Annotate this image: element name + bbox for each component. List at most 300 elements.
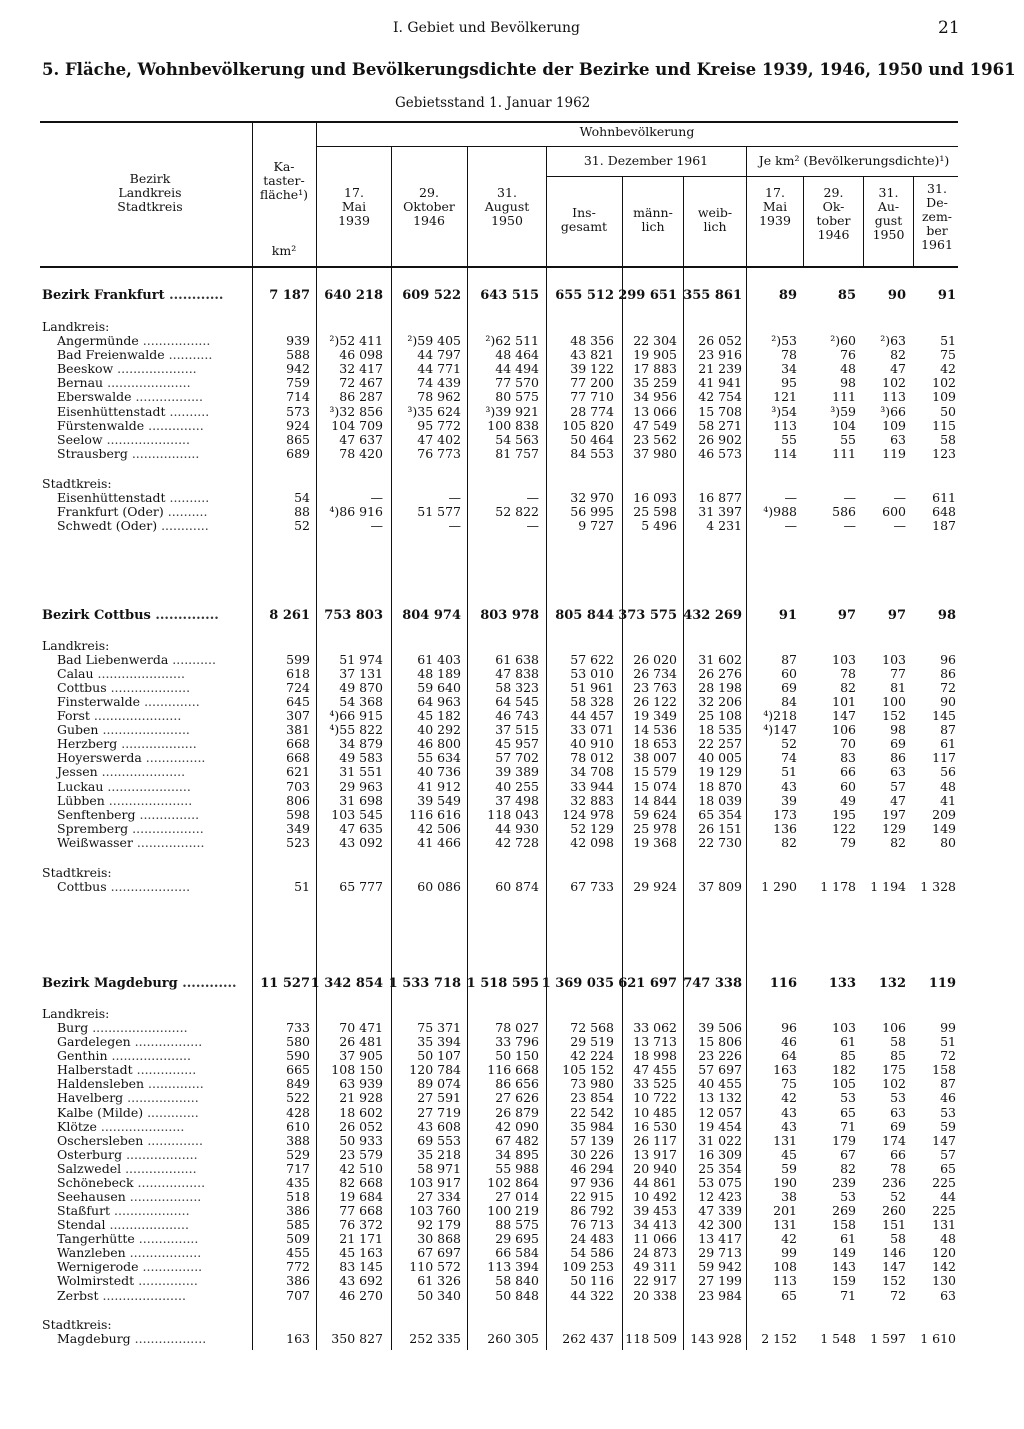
dot-leader: ................. (131, 389, 203, 404)
cell-density-1946: 55 (840, 432, 856, 447)
cell-density-1946: 1 548 (820, 1331, 856, 1346)
cell-pop-1950: 33 796 (495, 1034, 539, 1049)
cell-female-1961: 59 942 (698, 1259, 742, 1274)
dot-leader: ............... (135, 807, 200, 822)
cell-female-1961: 12 057 (698, 1105, 742, 1120)
cell-pop-1939: 23 579 (339, 1147, 383, 1162)
cell-pop-1950: 100 838 (487, 418, 539, 433)
cell-density-1961: 99 (940, 1020, 956, 1035)
cell-density-1946: 111 (832, 389, 856, 404)
group-label (42, 639, 109, 653)
header-col-pop-1939: 17. Mai 1939 (338, 185, 370, 228)
district-name (57, 822, 204, 836)
cell-female-1961: 19 129 (698, 764, 742, 779)
cell-total-1961: 50 464 (570, 432, 614, 447)
cell-density-1950: 106 (882, 1020, 906, 1035)
district-name (57, 653, 216, 667)
cell-male-1961: 14 844 (633, 793, 677, 808)
cell-pop-1950: 60 874 (495, 879, 539, 894)
district-name (57, 709, 181, 723)
dot-leader: ............... (141, 750, 206, 765)
cell-pop-1939: 34 879 (339, 736, 383, 751)
cell-density-1946: 82 (840, 680, 856, 695)
cell-density-1939: 136 (773, 821, 797, 836)
cell-total-1961: 29 519 (570, 1034, 614, 1049)
cell-pop-1946: 58 971 (417, 1161, 461, 1176)
cell-area: 714 (286, 389, 310, 404)
row-label: Kalbe (Milde) (57, 1105, 144, 1120)
cell-density-1939: 38 (781, 1189, 797, 1204)
cell-density-1950: 97 (887, 608, 906, 623)
dot-leader: .................. (128, 821, 204, 836)
cell-total-1961: 72 568 (570, 1020, 614, 1035)
cell-male-1961: 33 525 (633, 1076, 677, 1091)
cell-area: 523 (286, 835, 310, 850)
cell-density-1950: 102 (882, 1076, 906, 1091)
cell-pop-1939: 42 510 (339, 1161, 383, 1176)
district-name (57, 723, 190, 737)
cell-male-1961: 25 978 (633, 821, 677, 836)
cell-total-1961: 39 122 (570, 361, 614, 376)
cell-total-1961: 52 129 (570, 821, 614, 836)
cell-area: 580 (286, 1034, 310, 1049)
cell-total-1961: 58 328 (570, 694, 614, 709)
cell-area: 509 (286, 1231, 310, 1246)
cell-female-1961: 23 916 (698, 347, 742, 362)
cell-density-1961: 87 (940, 1076, 956, 1091)
row-label: Gardelegen (57, 1034, 131, 1049)
table-row (0, 794, 1024, 808)
cell-pop-1939: 76 372 (339, 1217, 383, 1232)
cell-total-1961: 124 978 (562, 807, 614, 822)
dot-leader: .................... (105, 1217, 189, 1232)
district-name (57, 695, 200, 709)
cell-pop-1950: 29 695 (495, 1231, 539, 1246)
cell-pop-1939: 65 777 (339, 879, 383, 894)
cell-area: 163 (286, 1331, 310, 1346)
cell-male-1961: 29 924 (633, 879, 677, 894)
cell-density-1961: 142 (932, 1259, 956, 1274)
cell-pop-1939: 77 668 (339, 1203, 383, 1218)
district-name (57, 765, 185, 779)
cell-female-1961: 25 354 (698, 1161, 742, 1176)
header-col-density-1950: 31. Au- gust 1950 (872, 185, 905, 242)
cell-total-1961: 51 961 (570, 680, 614, 695)
cell-area: 529 (286, 1147, 310, 1162)
cell-density-1961: 61 (940, 736, 956, 751)
table-row (0, 1162, 1024, 1176)
cell-area: 610 (286, 1119, 310, 1134)
cell-pop-1946: 51 577 (417, 504, 461, 519)
cell-pop-1946: 64 963 (417, 694, 461, 709)
cell-female-1961: 42 754 (698, 389, 742, 404)
cell-female-1961: 25 108 (698, 708, 742, 723)
cell-male-1961: 16 093 (633, 490, 677, 505)
district-row (0, 609, 1024, 623)
row-label: Bezirk Cottbus (42, 608, 151, 623)
district-name (57, 1274, 198, 1288)
cell-female-1961: 21 239 (698, 361, 742, 376)
cell-pop-1950: 54 563 (495, 432, 539, 447)
cell-density-1946: 149 (832, 1245, 856, 1260)
cell-density-1946: 104 (832, 418, 856, 433)
cell-pop-1939: 43 692 (339, 1273, 383, 1288)
cell-density-1939: 74 (781, 750, 797, 765)
district-name (57, 1232, 198, 1246)
dot-leader: .................. (125, 1189, 202, 1204)
cell-female-1961: 355 861 (683, 288, 742, 303)
row-label: Stadtkreis: (42, 476, 112, 491)
cell-density-1950: — (893, 490, 906, 505)
table-row (0, 1091, 1024, 1105)
cell-male-1961: 15 074 (633, 779, 677, 794)
cell-pop-1939: 63 939 (339, 1076, 383, 1091)
cell-area: 733 (286, 1020, 310, 1035)
cell-male-1961: 13 066 (633, 404, 677, 419)
cell-pop-1939: 72 467 (339, 375, 383, 390)
district-name (57, 1148, 198, 1162)
cell-pop-1950: 44 930 (495, 821, 539, 836)
district-name (57, 390, 203, 404)
cell-density-1939: 95 (781, 375, 797, 390)
cell-density-1939: 1 290 (761, 879, 797, 894)
cell-density-1946: 53 (840, 1090, 856, 1105)
cell-male-1961: 15 579 (633, 764, 677, 779)
row-label: Stendal (57, 1217, 106, 1232)
cell-pop-1950: 100 219 (487, 1203, 539, 1218)
cell-female-1961: 41 941 (698, 375, 742, 390)
cell-density-1939: 108 (773, 1259, 797, 1274)
table-row (0, 447, 1024, 461)
cell-total-1961: 33 944 (570, 779, 614, 794)
dot-leader: ...................... (93, 666, 185, 681)
cell-male-1961: 38 007 (633, 750, 677, 765)
cell-pop-1946: 804 974 (402, 608, 461, 623)
cell-male-1961: 20 940 (633, 1161, 677, 1176)
cell-area: 645 (286, 694, 310, 709)
district-name (57, 1218, 189, 1232)
cell-density-1946: 78 (840, 666, 856, 681)
dot-leader: ............. (143, 1105, 199, 1120)
cell-total-1961: 35 984 (570, 1119, 614, 1134)
cell-density-1939: ⁴)147 (763, 722, 797, 737)
cell-density-1961: 58 (940, 432, 956, 447)
cell-density-1946: 79 (840, 835, 856, 850)
table-row (0, 1260, 1024, 1274)
cell-total-1961: 34 708 (570, 764, 614, 779)
cell-density-1939: 43 (781, 1105, 797, 1120)
cell-total-1961: 57 139 (570, 1133, 614, 1148)
page-number: 21 (938, 18, 960, 38)
cell-female-1961: 26 276 (698, 666, 742, 681)
cell-density-1961: 187 (932, 518, 956, 533)
group-label (42, 1318, 112, 1332)
cell-pop-1939: 37 131 (339, 666, 383, 681)
table-row (0, 519, 1024, 533)
cell-pop-1950: 52 822 (495, 504, 539, 519)
cell-density-1961: 147 (932, 1133, 956, 1148)
cell-density-1961: 86 (940, 666, 956, 681)
row-label: Stadtkreis: (42, 1317, 112, 1332)
cell-area: 381 (286, 722, 310, 737)
cell-pop-1946: 69 553 (417, 1133, 461, 1148)
header-col-pop-1950: 31. August 1950 (484, 185, 530, 228)
cell-pop-1939: 26 481 (339, 1034, 383, 1049)
cell-male-1961: 13 917 (633, 1147, 677, 1162)
cell-density-1961: 225 (932, 1203, 956, 1218)
dot-leader: .............. (140, 694, 200, 709)
cell-area: 598 (286, 807, 310, 822)
cell-pop-1946: 27 334 (417, 1189, 461, 1204)
district-name (57, 1134, 203, 1148)
dot-leader: ...................... (89, 708, 182, 723)
table-row (0, 780, 1024, 794)
cell-female-1961: 40 005 (698, 750, 742, 765)
cell-male-1961: 5 496 (641, 518, 677, 533)
cell-density-1939: 42 (781, 1231, 797, 1246)
cell-density-1950: 90 (887, 288, 906, 303)
cell-density-1939: ²)53 (771, 333, 797, 348)
table-row (0, 765, 1024, 779)
cell-density-1946: 65 (840, 1105, 856, 1120)
cell-pop-1946: 47 402 (417, 432, 461, 447)
cell-density-1950: 98 (890, 722, 906, 737)
district-name (42, 609, 219, 623)
cell-density-1946: 82 (840, 1161, 856, 1176)
cell-total-1961: 9 727 (578, 518, 614, 533)
dot-leader: .................. (130, 1331, 207, 1346)
cell-density-1961: 149 (932, 821, 956, 836)
cell-density-1946: 182 (832, 1062, 856, 1077)
cell-pop-1950: 1 518 595 (466, 976, 539, 991)
cell-density-1950: 82 (890, 347, 906, 362)
header-divider (746, 146, 747, 266)
cell-pop-1950: 67 482 (495, 1133, 539, 1148)
cell-pop-1939: 46 098 (339, 347, 383, 362)
cell-pop-1939: 31 698 (339, 793, 383, 808)
cell-pop-1950: 113 394 (487, 1259, 539, 1274)
cell-pop-1950: 27 014 (495, 1189, 539, 1204)
cell-density-1946: 97 (837, 608, 856, 623)
dot-leader: .............. (144, 1076, 204, 1091)
district-name (57, 751, 205, 765)
cell-area: 668 (286, 750, 310, 765)
cell-male-1961: 59 624 (633, 807, 677, 822)
cell-density-1961: 158 (932, 1062, 956, 1077)
cell-pop-1950: 27 626 (495, 1090, 539, 1105)
cell-pop-1946: 252 335 (409, 1331, 461, 1346)
cell-density-1946: 83 (840, 750, 856, 765)
table-row (0, 1134, 1024, 1148)
cell-density-1950: 152 (882, 1273, 906, 1288)
district-name (57, 491, 209, 505)
cell-density-1950: 119 (882, 446, 906, 461)
table-title: 5. Fläche, Wohnbevölkerung und Bevölkerungsdichte der Bezirke und Kreise 1939, 1946, 1950 und 1961 (42, 60, 1016, 79)
cell-density-1961: 130 (932, 1273, 956, 1288)
cell-pop-1950: 88 575 (495, 1217, 539, 1232)
table-row (0, 1232, 1024, 1246)
dot-leader: ................. (132, 835, 205, 850)
cell-male-1961: 35 259 (633, 375, 677, 390)
cell-density-1946: 147 (832, 708, 856, 723)
row-label: Schwedt (Oder) (57, 518, 158, 533)
dot-leader: ............... (132, 1062, 197, 1077)
row-label: Landkreis: (42, 1006, 110, 1021)
cell-area: 11 527 (260, 976, 310, 991)
cell-total-1961: 97 936 (570, 1175, 614, 1190)
header-col-density-1946: 29. Ok- tober 1946 (816, 185, 851, 242)
cell-male-1961: 16 530 (633, 1119, 677, 1134)
cell-pop-1946: 59 640 (417, 680, 461, 695)
cell-density-1950: 1 194 (870, 879, 906, 894)
cell-density-1939: 190 (773, 1175, 797, 1190)
cell-total-1961: 67 733 (570, 879, 614, 894)
cell-male-1961: 11 066 (633, 1231, 677, 1246)
cell-area: 88 (294, 504, 310, 519)
cell-female-1961: 16 309 (698, 1147, 742, 1162)
table-row (0, 1274, 1024, 1288)
row-label: Beeskow (57, 361, 114, 376)
cell-density-1946: — (843, 518, 856, 533)
table-row (0, 1204, 1024, 1218)
header-divider (467, 146, 468, 266)
cell-area: 388 (286, 1133, 310, 1148)
cell-pop-1946: 27 719 (417, 1105, 461, 1120)
cell-pop-1946: 35 218 (417, 1147, 461, 1162)
cell-density-1950: 58 (890, 1231, 906, 1246)
cell-pop-1939: 78 420 (339, 446, 383, 461)
cell-density-1939: 59 (781, 1161, 797, 1176)
cell-density-1950: 52 (890, 1189, 906, 1204)
row-label: Bad Freienwalde (57, 347, 165, 362)
row-label: Osterburg (57, 1147, 123, 1162)
cell-density-1946: 269 (832, 1203, 856, 1218)
cell-density-1961: 65 (940, 1161, 956, 1176)
cell-density-1950: 47 (890, 361, 906, 376)
row-label: Lübben (57, 793, 105, 808)
cell-pop-1946: 75 371 (417, 1020, 461, 1035)
row-label: Staßfurt (57, 1203, 111, 1218)
cell-male-1961: 24 873 (633, 1245, 677, 1260)
dot-leader: .............. (144, 418, 204, 433)
dot-leader: .................... (107, 1048, 192, 1063)
cell-pop-1939: 46 270 (339, 1288, 383, 1303)
group-label (42, 1007, 109, 1021)
cell-density-1950: ³)66 (880, 404, 906, 419)
cell-male-1961: 18 653 (633, 736, 677, 751)
cell-pop-1939: ⁴)66 915 (329, 708, 383, 723)
dot-leader: ................. (133, 1175, 206, 1190)
row-label: Finsterwalde (57, 694, 141, 709)
cell-density-1961: 611 (932, 490, 956, 505)
cell-density-1946: ³)59 (830, 404, 856, 419)
district-name (57, 447, 199, 461)
table-row (0, 836, 1024, 850)
cell-area: 54 (294, 490, 310, 505)
dot-leader: ...................... (98, 722, 190, 737)
cell-density-1939: 43 (781, 779, 797, 794)
cell-density-1939: 69 (781, 680, 797, 695)
cell-density-1950: 63 (890, 432, 906, 447)
cell-density-1939: ³)54 (771, 404, 797, 419)
cell-female-1961: 13 132 (698, 1090, 742, 1105)
cell-pop-1946: 89 074 (417, 1076, 461, 1091)
dot-leader: .............. (150, 608, 219, 623)
cell-density-1961: 56 (940, 764, 956, 779)
cell-total-1961: 33 071 (570, 722, 614, 737)
table-row (0, 334, 1024, 348)
row-label: Fürstenwalde (57, 418, 145, 433)
dot-leader: .................. (123, 1090, 199, 1105)
cell-density-1950: 109 (882, 418, 906, 433)
cell-male-1961: 34 413 (633, 1217, 677, 1232)
cell-male-1961: 19 368 (633, 835, 677, 850)
cell-density-1961: 120 (932, 1245, 956, 1260)
row-label: Eisenhüttenstadt (57, 404, 166, 419)
cell-pop-1939: 32 417 (339, 361, 383, 376)
cell-area: 717 (286, 1161, 310, 1176)
cell-density-1946: 195 (832, 807, 856, 822)
cell-male-1961: 39 453 (633, 1203, 677, 1218)
cell-total-1961: 78 012 (570, 750, 614, 765)
district-name (57, 737, 197, 751)
cell-pop-1946: 48 189 (417, 666, 461, 681)
cell-density-1950: 69 (890, 1119, 906, 1134)
table-row (0, 1332, 1024, 1346)
table-row (0, 681, 1024, 695)
row-label: Bernau (57, 375, 104, 390)
district-name (57, 1162, 197, 1176)
header-divider (863, 176, 864, 266)
cell-density-1939: 82 (781, 835, 797, 850)
cell-density-1939: 87 (781, 652, 797, 667)
district-name (57, 1204, 190, 1218)
cell-pop-1946: 44 771 (417, 361, 461, 376)
cell-pop-1946: 61 403 (417, 652, 461, 667)
cell-density-1961: 209 (932, 807, 956, 822)
table-row (0, 822, 1024, 836)
header-divider (252, 122, 253, 266)
row-label: Senftenberg (57, 807, 136, 822)
cell-male-1961: 118 509 (625, 1331, 677, 1346)
cell-pop-1946: 103 760 (409, 1203, 461, 1218)
table-row (0, 505, 1024, 519)
cell-male-1961: 19 905 (633, 347, 677, 362)
cell-total-1961: 77 710 (570, 389, 614, 404)
header-col-male-1961: männ- lich (633, 205, 673, 234)
table-row (0, 709, 1024, 723)
cell-density-1950: 77 (890, 666, 906, 681)
cell-area: 618 (286, 666, 310, 681)
cell-area: 939 (286, 333, 310, 348)
district-name (57, 376, 191, 390)
cell-density-1950: 78 (890, 1161, 906, 1176)
cell-pop-1939: 26 052 (339, 1119, 383, 1134)
dot-leader: .................... (113, 361, 197, 376)
cell-density-1946: 61 (840, 1034, 856, 1049)
row-label: Bad Liebenwerda (57, 652, 169, 667)
cell-total-1961: 56 995 (570, 504, 614, 519)
cell-density-1946: 76 (840, 347, 856, 362)
cell-pop-1950: 260 305 (487, 1331, 539, 1346)
cell-density-1961: 117 (932, 750, 956, 765)
cell-pop-1950: 55 988 (495, 1161, 539, 1176)
cell-area: 307 (286, 708, 310, 723)
cell-total-1961: 1 369 035 (541, 976, 614, 991)
row-label: Eisenhüttenstadt (57, 490, 166, 505)
header-col-pop-1946: 29. Oktober 1946 (403, 185, 455, 228)
dot-leader: .................. (122, 1147, 198, 1162)
